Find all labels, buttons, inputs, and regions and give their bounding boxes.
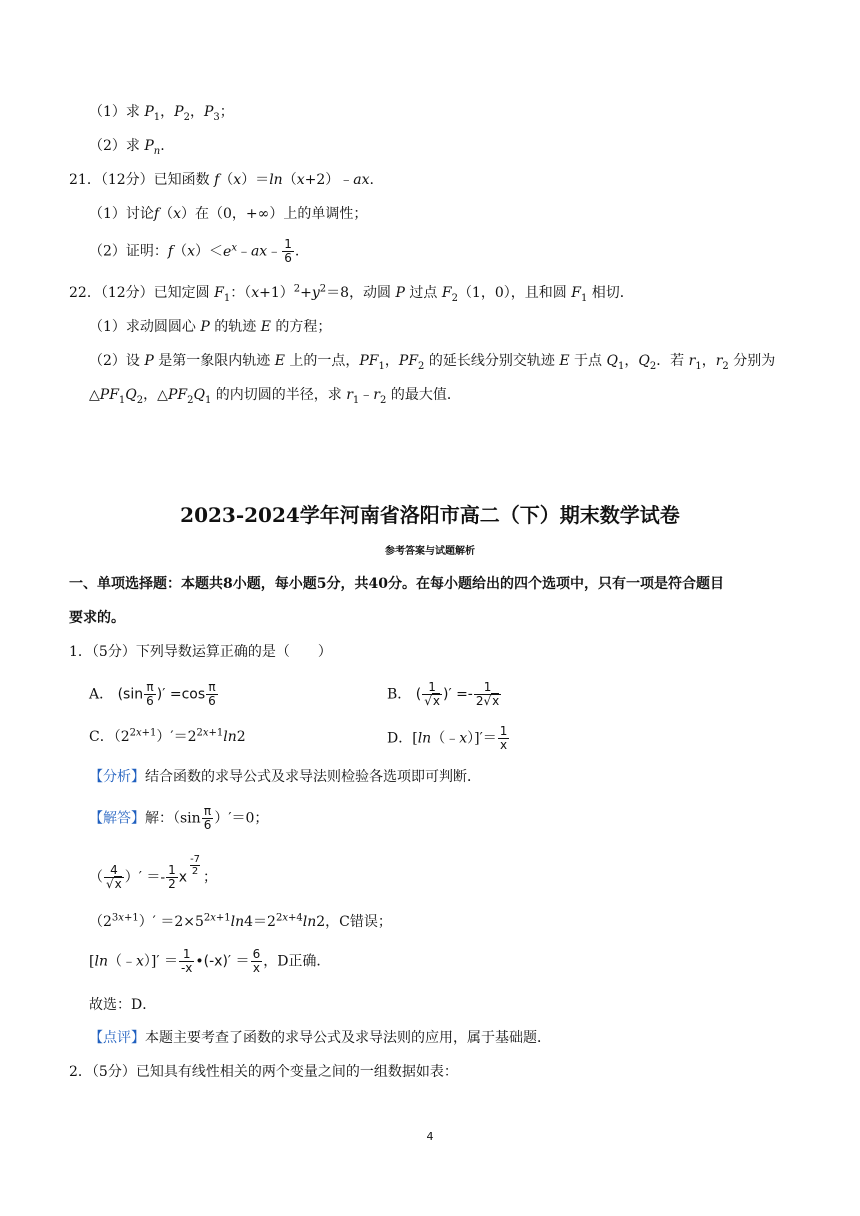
q22-part2-cont: $\triangle PF_1Q_2$，$\triangle PF_2Q_1$ 的内切圆的半径，求 $r_1﹣r_2$ 的最大值．	[89, 387, 461, 406]
q20-part1: （1）求 $P_1$，$P_2$，$P_3$；	[89, 104, 234, 123]
section-header-line1: 一、单项选择题：本题共8小题，每小题5分，共40分。在每小题给出的四个选项中，只有一项是符合题目	[69, 576, 724, 592]
q21-stem: 21．（12分）已知函数 f（x）＝ln（x+2）﹣ax.	[69, 172, 374, 188]
q1-answer-line2: （ $\frac{4}{√x}$ ）′ ＝- $\frac{1}{2}$ x $^{\frac{-7}{2}}$ ；	[89, 854, 218, 892]
q1-answer-line3: $(2^{3x+1})' =2\times 5^{2x+1}\ln 4=2^{2x+4}\ln 2$，C错误；	[89, 912, 392, 930]
q1-option-a: A． (sin $\frac{\pi}{6}$ )′ =cos $\frac{\pi}{6}$	[89, 680, 216, 708]
q1-option-d: D．[ln（﹣x）]′＝ $\frac{1}{x}$	[387, 724, 508, 752]
answer-tag: 【解答】	[89, 810, 145, 827]
page-number: 4	[426, 1130, 434, 1143]
q1-stem: 1．（5分）下列导数运算正确的是（ ）	[69, 644, 332, 660]
document-title: 2023-2024学年河南省洛阳市高二（下）期末数学试卷	[180, 503, 680, 527]
section-header-line2: 要求的。	[69, 610, 125, 626]
q2-stem: 2．（5分）已知具有线性相关的两个变量之间的一组数据如表：	[69, 1064, 458, 1080]
document-subtitle: 参考答案与试题解析	[385, 546, 475, 557]
comment-tag: 【点评】	[89, 1030, 145, 1046]
q21-part2: （2）证明：$f(x)<e^x﹣ax﹣$ $\frac{1}{6}$ .	[89, 237, 300, 265]
q1-comment: 【点评】本题主要考查了函数的求导公式及求导法则的应用，属于基础题．	[89, 1030, 551, 1046]
q22-stem: 22．（12分）已知定圆 $F_1$：$(x+1)^2+y^2=8$，动圆 P 过点 $F_2(1$，0），且和圆 $F_1$ 相切．	[69, 283, 634, 304]
q22-part1: （1）求动圆圆心 P 的轨迹 E 的方程；	[89, 319, 332, 335]
q1-answer-line1: 【解答】解：（sin $\frac{\pi}{6}$ ）′＝0；	[89, 804, 269, 832]
q22-part2: （2）设 P 是第一象限内轨迹 E 上的一点，$PF_1$，$PF_2$ 的延长线分别交轨迹 E 于点 $Q_1$，$Q_2$．若 $r_1$，$r_2$ 分别为	[89, 353, 776, 372]
q1-choice: 故选：D．	[89, 997, 157, 1013]
q1-analysis: 【分析】结合函数的求导公式及求导法则检验各选项即可判断．	[89, 769, 481, 785]
q21-part1: （1）讨论f（x）在（0，+∞）上的单调性；	[89, 206, 368, 222]
q1-answer-line4: [ln（﹣x）]′ ＝ $\frac{1}{-x}$ •(-x)′ ＝ $\frac{6}{x}$ ，D正确．	[89, 947, 331, 975]
q1-option-c: C．$(2^{2x+1})'=2^{2x+1}\ln 2$	[89, 727, 246, 745]
q1-option-b: B． ( $\frac{1}{√x}$ )′ =- $\frac{1}{2√x}$	[387, 680, 500, 708]
analysis-tag: 【分析】	[89, 769, 145, 785]
q20-part2: （2）求 $P_n$.	[89, 138, 165, 157]
